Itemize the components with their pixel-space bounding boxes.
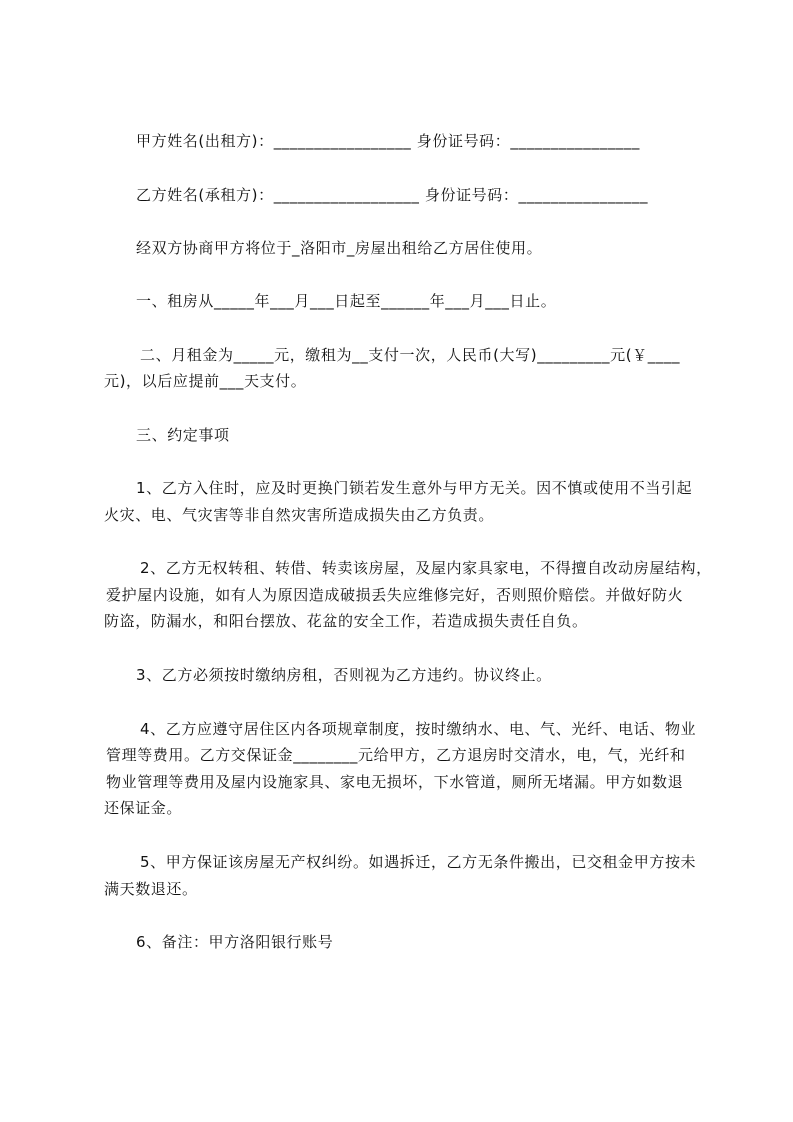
item-6-line: 6、备注：甲方洛阳银行账号 <box>136 933 334 951</box>
item-2-line-2: 爱护屋内设施，如有人为原因造成破损丢失应维修完好，否则照价赔偿。并做好防火 <box>106 586 684 604</box>
party-b-line: 乙方姓名(承租方)：__________________ 身份证号码：________________ <box>136 186 649 204</box>
item-1-line-2: 火灾、电、气灾害等非自然灾害所造成损失由乙方负责。 <box>104 506 495 524</box>
rental-term-clause: 一、租房从_____年___月___日起至______年___月___日止。 <box>136 292 557 310</box>
item-4-line-4: 还保证金。 <box>104 799 183 817</box>
item-3-line: 3、乙方必须按时缴纳房租，否则视为乙方违约。协议终止。 <box>136 666 552 684</box>
party-a-line: 甲方姓名(出租方)：_________________ 身份证号码：________________ <box>136 132 640 150</box>
item-5-line-2: 满天数退还。 <box>104 880 198 898</box>
intro-paragraph: 经双方协商甲方将位于_洛阳市_房屋出租给乙方居住使用。 <box>136 239 543 257</box>
item-4-line-1: 4、乙方应遵守居住区内各项规章制度，按时缴纳水、电、气、光纤、电话、物业 <box>140 720 697 738</box>
rent-clause-line-1: 二、月租金为_____元，缴租为__支付一次，人民币(大写)_________元(￥____ <box>140 346 681 364</box>
item-2-line-1: 2、乙方无权转租、转借、转卖该房屋，及屋内家具家电，不得擅自改动房屋结构， <box>140 559 712 577</box>
section-3-title: 三、约定事项 <box>136 426 230 444</box>
item-4-line-3: 物业管理等费用及屋内设施家具、家电无损坏，下水管道，厕所无堵漏。甲方如数退 <box>106 773 684 791</box>
item-5-line-1: 5、甲方保证该房屋无产权纠纷。如遇拆迁，乙方无条件搬出，已交租金甲方按未 <box>140 853 697 871</box>
item-1-line-1: 1、乙方入住时，应及时更换门锁若发生意外与甲方无关。因不慎或使用不当引起 <box>136 479 693 497</box>
item-4-line-2: 管理等费用。乙方交保证金________元给甲方，乙方退房时交清水，电，气，光纤和 <box>106 746 686 764</box>
rent-clause-line-2: 元)，以后应提前___天支付。 <box>104 372 307 390</box>
item-2-line-3: 防盗，防漏水，和阳台摆放、花盆的安全工作，若造成损失责任自负。 <box>104 612 588 630</box>
